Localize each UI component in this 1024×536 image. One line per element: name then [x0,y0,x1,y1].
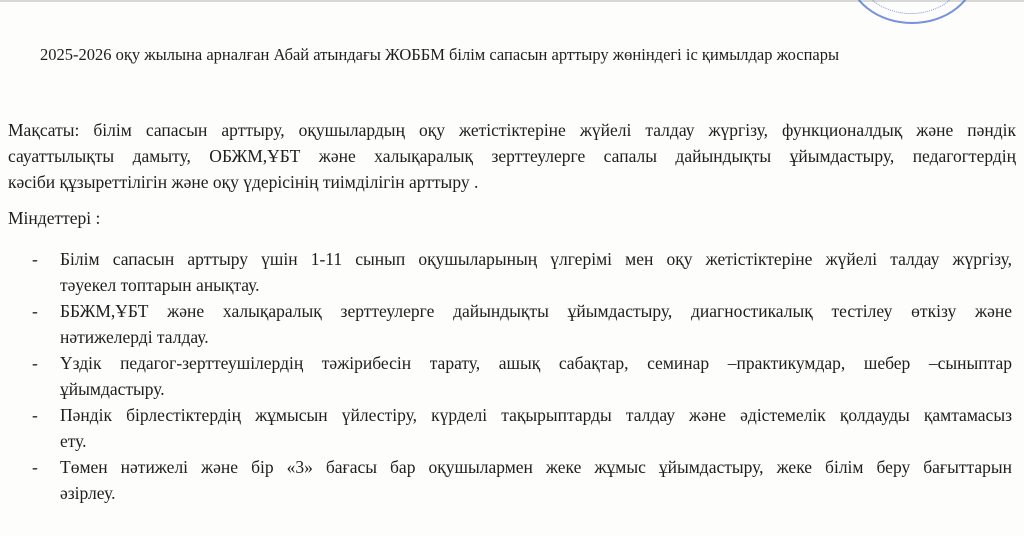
task-text-line: нәтижелерді талдау. [60,327,209,347]
bullet-dash: - [32,353,38,373]
task-text-line: әзірлеу. [60,483,116,503]
stamp-inner-ring [858,0,964,14]
tasks-list [0,246,1024,506]
task-text-line: ұйымдастыру. [60,379,165,399]
task-item [0,350,1012,402]
task-text-line: Төмен нәтижелі және бір «3» бағасы бар оқушылармен жеке жұмыс ұйымдастыру, жеке білім беру бағыттарын [60,457,1012,477]
bullet-dash: - [32,457,38,477]
bullet-dash: - [32,301,38,321]
task-text-line: Пәндік бірлестіктердің жұмысын үйлестіру, күрделі тақырыптарды талдау және әдістемелік қолдауды қамтамасыз [60,405,1012,425]
task-item [0,298,1012,350]
purpose-paragraph [8,117,1016,195]
bullet-dash: - [32,249,38,269]
task-text-line: ету. [60,431,87,451]
task-item [0,454,1012,506]
purpose-line: Мақсаты: білім сапасын арттыру, оқушылардың оқу жетістіктеріне жүйелі талдау жүргізу, функционалдық және пәндік [8,120,1016,140]
purpose-line: кәсіби құзыреттілігін және оқу үдерісінің тиімділігін арттыру . [8,172,479,192]
tasks-heading: Міндеттері : [8,208,101,228]
task-text-line: Білім сапасын арттыру үшін 1-11 сынып оқушыларының үлгерімі мен оқу жетістіктеріне жүйелі талдау жүргізу, [60,249,1012,269]
task-text-line: ББЖМ,ҰБТ және халықаралық зерттеулерге дайындықты ұйымдастыру, диагностикалық тестілеу өткізу және [60,301,1012,321]
task-item [0,402,1012,454]
purpose-line: сауаттылықты дамыту, ОБЖМ,ҰБТ және халықаралық зерттеулерге сапалы дайындықты ұйымдастыру, педагогтердің [8,146,1016,166]
document-title: 2025-2026 оқу жылына арналған Абай атындағы ЖОББМ білім сапасын арттыру жөніндегі іс қимылдар жоспары [40,45,840,64]
task-text-line: тәуекел топтарын анықтау. [60,275,260,295]
official-stamp [848,0,976,24]
task-text-line: Үздік педагог-зерттеушілердің тәжірибесін тарату, ашық сабақтар, семинар –практикумдар, шебер –сыныптар [60,353,1012,373]
task-item [0,246,1012,298]
bullet-dash: - [32,405,38,425]
